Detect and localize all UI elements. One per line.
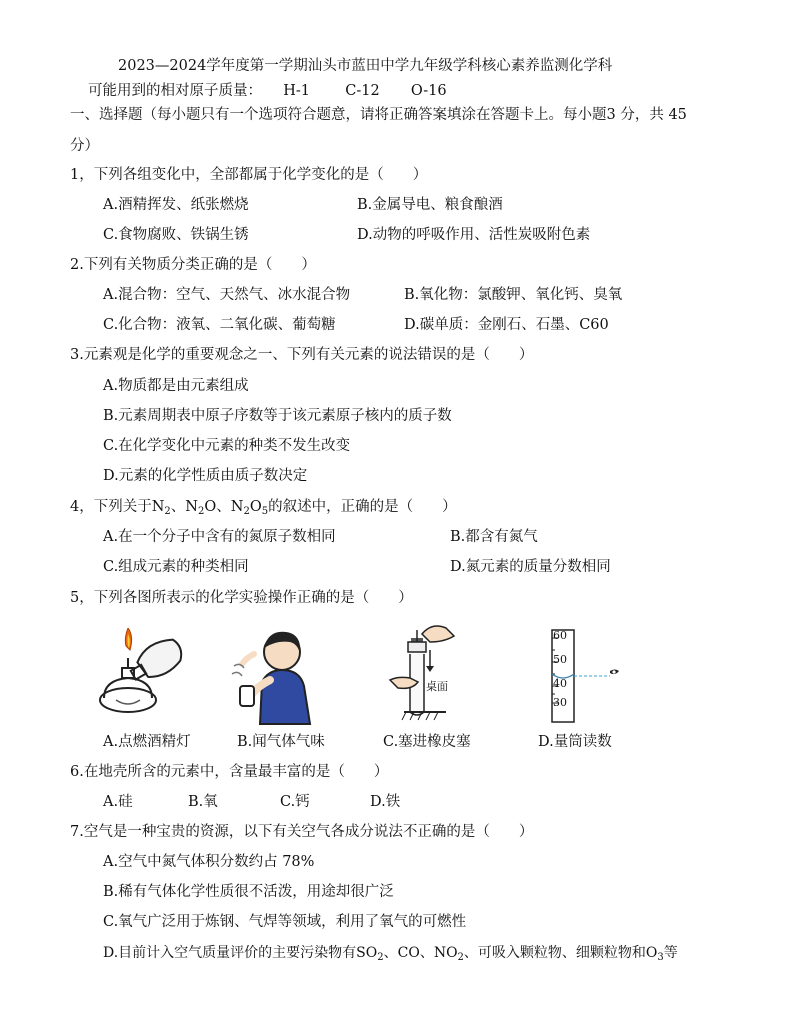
q3-option-d[interactable]: D.元素的化学性质由质子数决定 [103,468,308,484]
alcohol-lamp-figure [96,628,196,724]
q1-option-d[interactable]: D.动物的呼吸作用、活性炭吸附色素 [357,227,591,243]
q3-option-a[interactable]: A.物质都是由元素组成 [103,378,249,394]
q3-option-c[interactable]: C.在化学变化中元素的种类不发生改变 [103,438,351,454]
q6-option-d[interactable]: D.铁 [370,794,401,810]
q3-option-b[interactable]: B.元素周期表中原子序数等于该元素原子核内的质子数 [103,408,452,424]
tick-30: 30 [553,696,567,709]
q2-stem: 2.下列有关物质分类正确的是（ ） [70,257,316,273]
desk-label: 桌面 [426,680,448,693]
q7-stem: 7.空气是一种宝贵的资源，以下有关空气各成分说法不正确的是（ ） [70,824,534,840]
mass-h: H-1 [283,83,310,99]
q5-option-b[interactable]: B.闻气体气味 [237,734,325,750]
q5-option-c[interactable]: C.塞进橡皮塞 [383,734,471,750]
rubber-stopper-figure [384,620,474,724]
q2-option-c[interactable]: C.化合物：液氧、二氧化碳、葡萄糖 [103,317,336,333]
mass-label: 可能用到的相对原子质量： [88,83,262,99]
q6-option-c[interactable]: C.钙 [280,794,310,810]
tick-60: 60 [553,629,567,642]
relative-atomic-mass-line [88,81,447,101]
q4-option-c[interactable]: C.组成元素的种类相同 [103,559,249,575]
mass-o: O-16 [410,83,447,99]
q1-stem: 1，下列各组变化中，全部都属于化学变化的是（ ） [70,167,428,183]
q4-option-a[interactable]: A.在一个分子中含有的氮原子数相同 [103,529,336,545]
q2-option-d[interactable]: D.碳单质：金刚石、石墨、C60 [404,317,609,333]
q1-option-a[interactable]: A.酒精挥发、纸张燃烧 [103,197,249,213]
q1-option-b[interactable]: B.金属导电、粮食酿酒 [357,197,503,213]
q5-stem: 5，下列各图所表示的化学实验操作正确的是（ ） [70,590,413,606]
q4-option-b[interactable]: B.都含有氮气 [450,529,538,545]
q5-option-a[interactable]: A.点燃酒精灯 [103,734,191,750]
q1-option-c[interactable]: C.食物腐败、铁锅生锈 [103,227,249,243]
q6-option-a[interactable]: A.硅 [103,794,133,810]
q7-option-b[interactable]: B.稀有气体化学性质很不活泼，用途却很广泛 [103,884,394,900]
q7-option-a[interactable]: A.空气中氮气体积分数约占 78% [103,854,315,870]
q2-option-a[interactable]: A.混合物：空气、天然气、冰水混合物 [103,287,351,303]
q4-option-d[interactable]: D.氮元素的质量分数相同 [450,559,611,575]
q3-stem: 3.元素观是化学的重要观念之一、下列有关元素的说法错误的是（ ） [70,347,534,363]
smelling-gas-figure [224,624,324,728]
tick-40: 40 [553,677,567,690]
q7-option-c[interactable]: C.氧气广泛用于炼钢、气焊等领域，利用了氧气的可燃性 [103,914,467,930]
q2-option-b[interactable]: B.氧化物：氯酸钾、氧化钙、臭氧 [404,287,623,303]
section-heading: 一、选择题（每小题只有一个选项符合题意，请将正确答案填涂在答题卡上。每小题3 分，共 45 [70,107,687,123]
exam-title: 2023—2024学年度第一学期汕头市蓝田中学九年级学科核心素养监测化学科 [118,58,613,74]
mass-c: C-12 [345,83,380,99]
tick-50: 50 [553,653,567,666]
q6-option-b[interactable]: B.氧 [188,794,218,810]
q6-stem: 6.在地壳所含的元素中，含量最丰富的是（ ） [70,764,389,780]
q5-option-d[interactable]: D.量筒读数 [538,734,612,750]
q7-option-d[interactable]: D.目前计入空气质量评价的主要污染物有$SO_2$、CO、$NO_2$、可吸入颗粒物、细颗粒物和$O_3$等 [103,945,678,963]
q4-stem: 4，下列关于$N_2$、$N_2O$、$N_2O_5$的叙述中，正确的是（ ） [70,499,457,517]
section-heading-cont: 分） [70,138,99,154]
